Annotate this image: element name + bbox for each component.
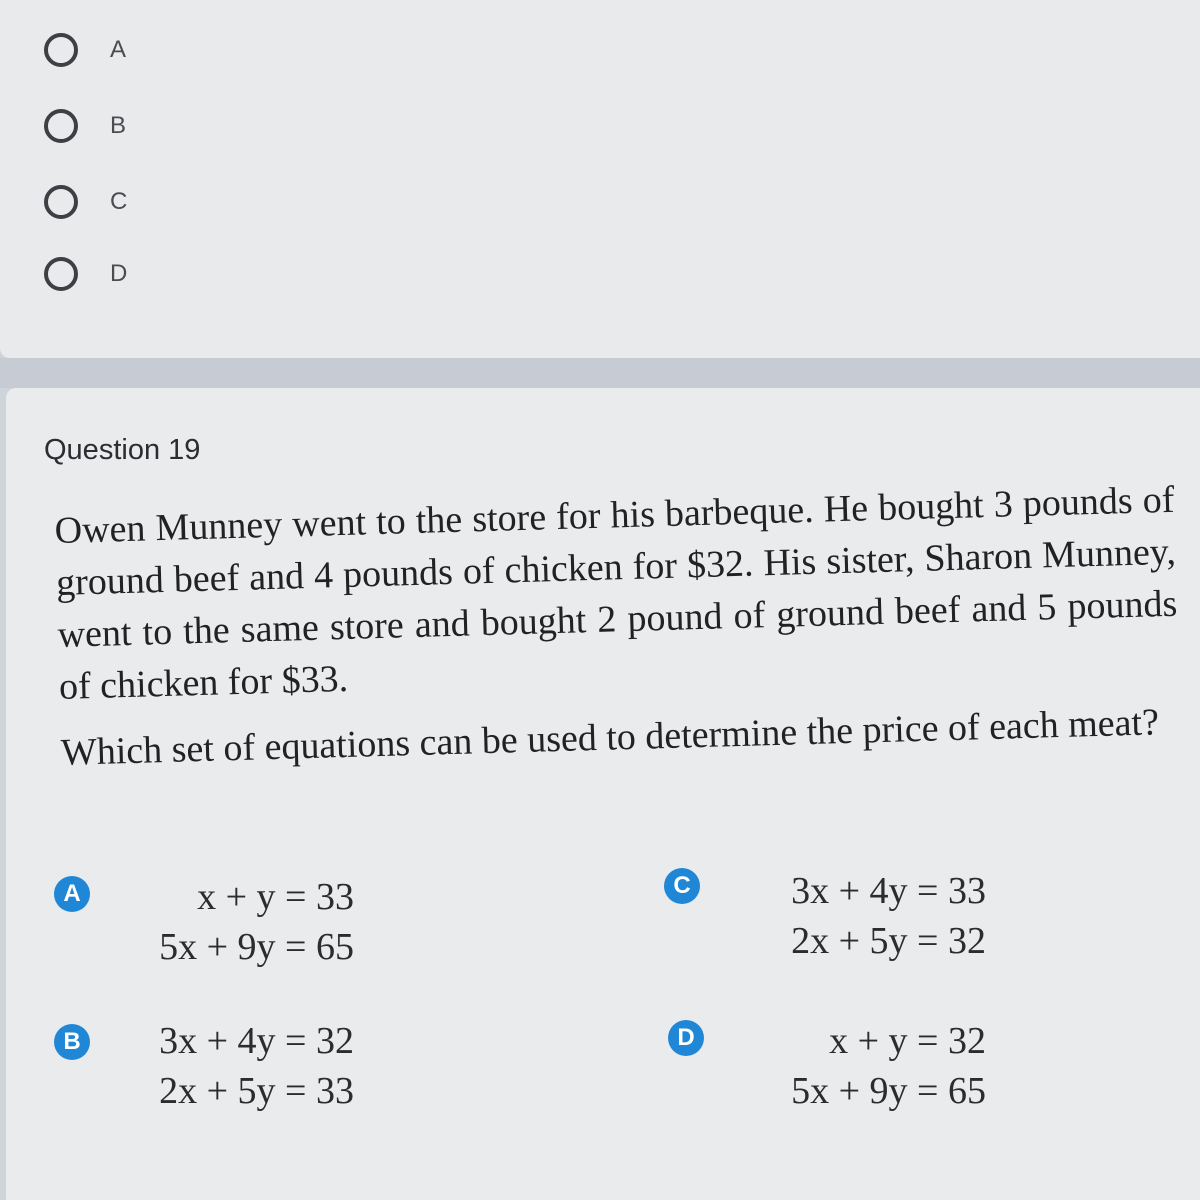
equation: 3x + 4y = 32: [159, 1020, 354, 1062]
choice-d: [668, 1020, 986, 1116]
radio-option-a[interactable]: [44, 30, 126, 70]
choice-c: [664, 868, 986, 966]
equation: x + y = 33: [197, 876, 354, 918]
previous-question-card: [0, 0, 1200, 358]
question-title: Question 19: [44, 434, 201, 466]
equation: 3x + 4y = 33: [791, 870, 986, 912]
radio-circle-icon[interactable]: [44, 257, 78, 291]
equation: 5x + 9y = 65: [791, 1070, 986, 1112]
radio-label-b: B: [110, 112, 127, 139]
card-divider: [0, 358, 1200, 388]
radio-circle-icon[interactable]: [44, 185, 78, 219]
equation: x + y = 32: [829, 1020, 986, 1062]
choice-d-equations: [756, 1016, 986, 1116]
equation: 2x + 5y = 33: [159, 1070, 354, 1112]
choice-c-equations: [756, 866, 986, 966]
radio-option-b[interactable]: [44, 106, 126, 146]
choice-b-equations: [144, 1016, 354, 1116]
choice-badge-a: A: [54, 876, 90, 912]
choice-badge-d: D: [668, 1020, 704, 1056]
problem-prompt: Which set of equations can be used to determine the price of each meat?: [60, 701, 1160, 774]
radio-circle-icon[interactable]: [44, 109, 78, 143]
choice-a: [54, 876, 354, 972]
equation: 2x + 5y = 32: [791, 920, 986, 962]
choice-badge-b: B: [54, 1024, 90, 1060]
equation: 5x + 9y = 65: [159, 926, 354, 968]
radio-label-c: C: [110, 188, 128, 215]
radio-option-c[interactable]: [44, 182, 127, 222]
question-image-text: [54, 474, 1182, 793]
problem-paragraph: Owen Munney went to the store for his barbeque. He bought 3 pounds of ground beef and 4 pounds of chicken for $32. His sister, Sharon Munney, went to the same store and bought 2 pound of ground beef and 5 pounds of chicken for $33.: [54, 478, 1178, 708]
radio-option-d[interactable]: [44, 254, 127, 294]
radio-circle-icon[interactable]: [44, 33, 78, 67]
choice-a-equations: [144, 872, 354, 972]
radio-label-d: D: [110, 260, 128, 287]
radio-label-a: A: [110, 36, 127, 63]
choice-badge-c: C: [664, 868, 700, 904]
choice-b: [54, 1020, 354, 1116]
